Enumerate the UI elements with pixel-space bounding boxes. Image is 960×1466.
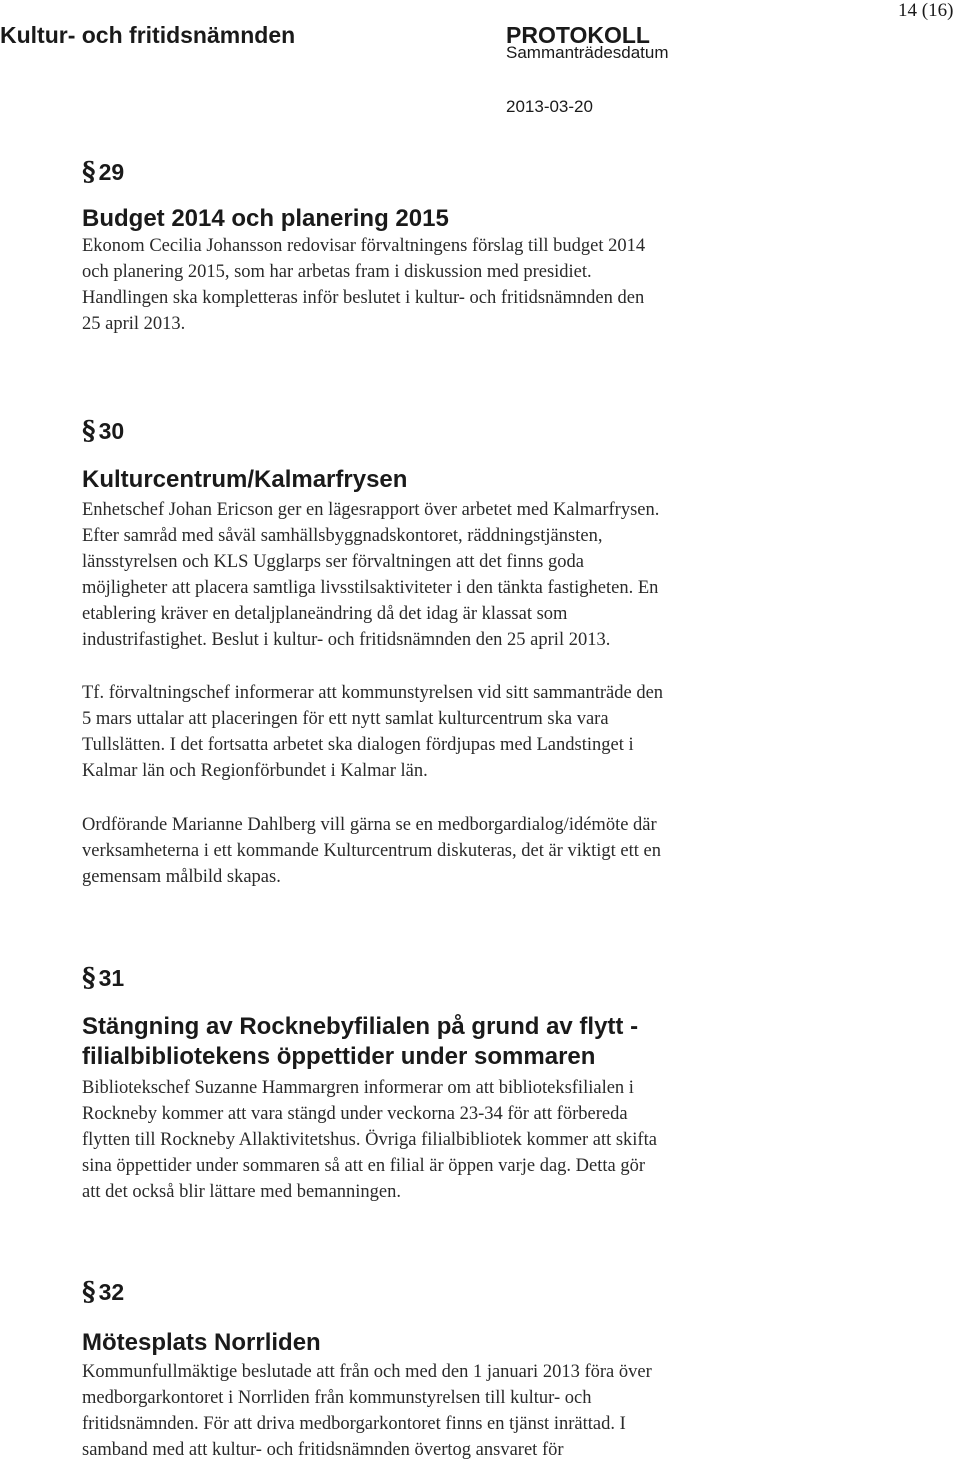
text-line: Handlingen ska kompletteras inför beslutet i kultur- och fritidsnämnden den (82, 288, 645, 308)
section-number-value: 31 (98, 965, 125, 991)
section-title: Budget 2014 och planering 2015 (82, 205, 449, 232)
meeting-date: 2013-03-20 (506, 97, 593, 116)
section-paragraph (82, 1075, 657, 1205)
text-line: etablering kräver en detaljplaneändring då det idag är klassat som (82, 604, 568, 624)
section-number (82, 157, 124, 187)
text-line: flytten till Rockneby Allaktivitetshus. Övriga filialbibliotek kommer att skifta (82, 1130, 657, 1150)
text-line: 25 april 2013. (82, 314, 186, 334)
text-line: att det också blir lättare med bemanningen. (82, 1182, 402, 1202)
section-number-value: 29 (98, 159, 125, 185)
text-line: medborgarkontoret i Norrliden från kommunstyrelsen till kultur- och (82, 1388, 592, 1408)
text-line: samband med att kultur- och fritidsnämnden övertog ansvaret för (82, 1440, 564, 1460)
text-line: Kalmar län och Regionförbundet i Kalmar län. (82, 761, 428, 781)
document-type: PROTOKOLL (506, 22, 650, 48)
section-title: Mötesplats Norrliden (82, 1329, 321, 1356)
text-line: möjligheter att placera samtliga livsstilsaktiviteter i den tänkta fastigheten. En (82, 578, 659, 598)
section-number (82, 416, 124, 446)
text-line: Efter samråd med såväl samhällsbyggnadskontoret, räddningstjänsten, (82, 526, 603, 546)
meeting-date-label: Sammanträdesdatum (506, 43, 669, 62)
paragraph-sign: § (82, 1277, 96, 1307)
paragraph-sign: § (82, 963, 96, 993)
text-line: 5 mars uttalar att placeringen för ett nytt samlat kulturcentrum ska vara (82, 709, 609, 729)
text-line: Bibliotekschef Suzanne Hammargren informerar om att biblioteksfilialen i (82, 1078, 634, 1098)
paragraph-sign: § (82, 416, 96, 446)
section-title: Kulturcentrum/Kalmarfrysen (82, 466, 408, 493)
section-paragraph (82, 812, 661, 890)
committee-name: Kultur- och fritidsnämnden (0, 22, 296, 48)
text-line: Ordförande Marianne Dahlberg vill gärna se en medborgardialog/idémöte där (82, 815, 657, 835)
text-line: sina öppettider under sommaren så att en filial är öppen varje dag. Detta gör (82, 1156, 646, 1176)
paragraph-sign: § (82, 157, 96, 187)
title-line: Stängning av Rocknebyfilialen på grund av flytt - (82, 1013, 639, 1040)
page-number: 14 (16) (898, 0, 954, 21)
text-line: fritidsnämnden. För att driva medborgarkontoret finns en tjänst inrättad. I (82, 1414, 626, 1434)
section-number-value: 30 (98, 418, 125, 444)
text-line: gemensam målbild skapas. (82, 867, 281, 887)
text-line: verksamheterna i ett kommande Kulturcentrum diskuteras, det är viktigt ett en (82, 841, 661, 861)
section-title (82, 1012, 638, 1072)
text-line: Ekonom Cecilia Johansson redovisar förvaltningens förslag till budget 2014 (82, 236, 646, 256)
text-line: industrifastighet. Beslut i kultur- och fritidsnämnden den 25 april 2013. (82, 630, 611, 650)
text-line: Tullslätten. I det fortsatta arbetet ska dialogen fördjupas med Landstinget i (82, 735, 634, 755)
text-line: länsstyrelsen och KLS Ugglarps ser förvaltningen att det finns goda (82, 552, 584, 572)
section-paragraph (82, 233, 645, 337)
text-line: Enhetschef Johan Ericson ger en lägesrapport över arbetet med Kalmarfrysen. (82, 500, 660, 520)
text-line: Rockneby kommer att vara stängd under veckorna 23-34 för att förbereda (82, 1104, 628, 1124)
section-paragraph (82, 680, 663, 784)
section-number (82, 963, 124, 993)
text-line: och planering 2015, som har arbetas fram i diskussion med presidiet. (82, 262, 592, 282)
section-number (82, 1277, 124, 1307)
section-paragraph (82, 497, 659, 653)
section-number-value: 32 (98, 1279, 125, 1305)
title-line: filialbibliotekens öppettider under sommaren (82, 1043, 596, 1070)
text-line: Tf. förvaltningschef informerar att kommunstyrelsen vid sitt sammanträde den (82, 683, 664, 703)
section-paragraph (82, 1359, 652, 1463)
text-line: Kommunfullmäktige beslutade att från och med den 1 januari 2013 föra över (82, 1362, 652, 1382)
